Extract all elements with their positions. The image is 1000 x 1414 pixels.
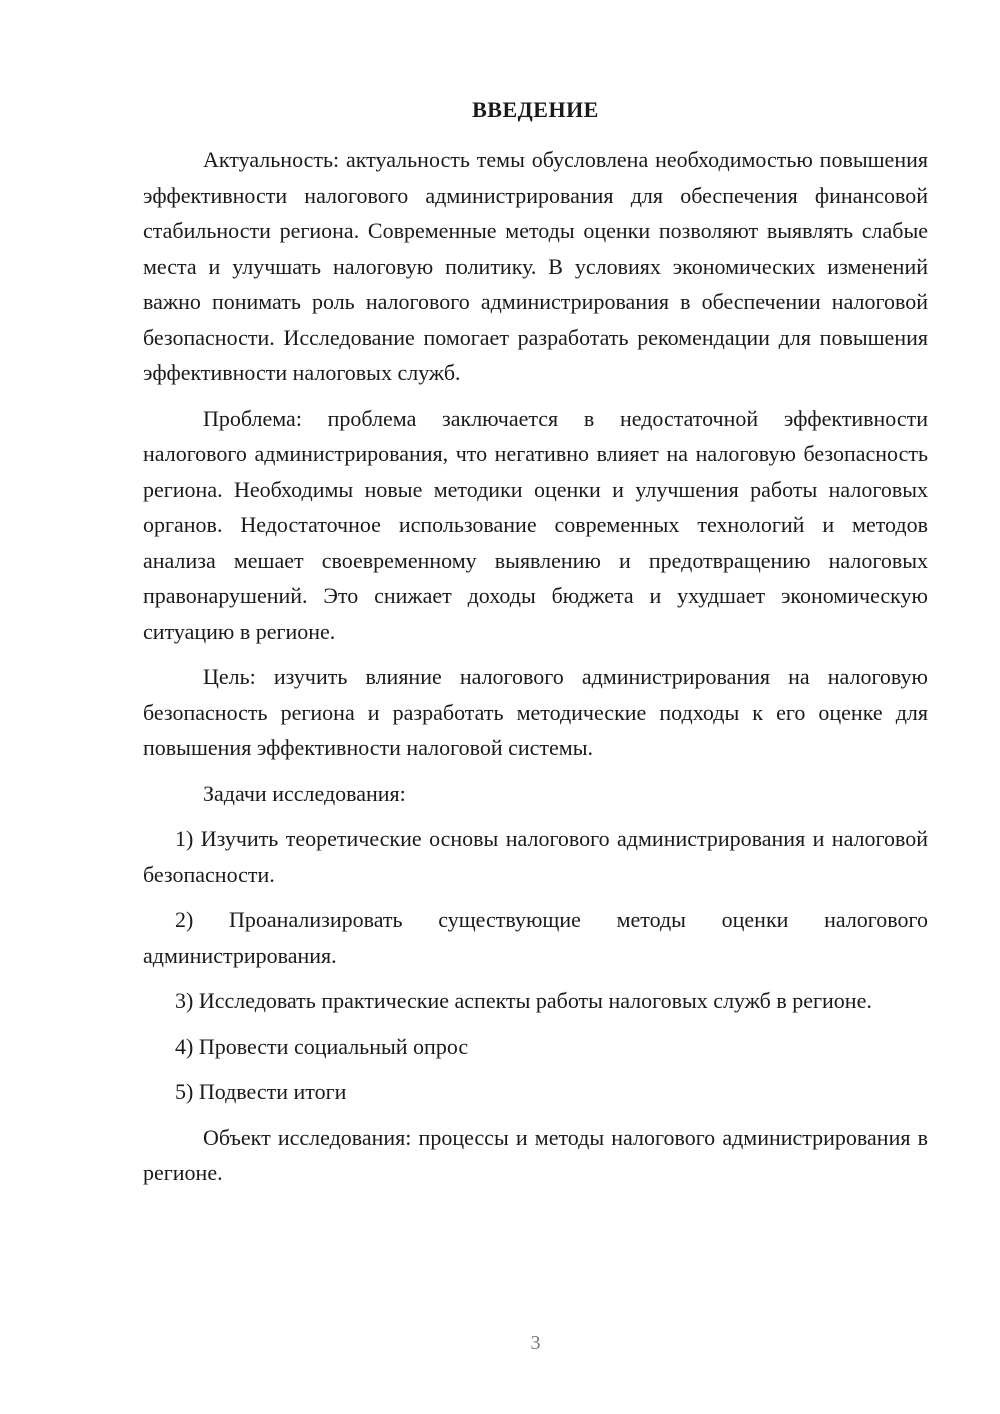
goal-paragraph: Цель: изучить влияние налогового администрирования на налоговую безопасность региона и разработать методические подходы к его оценке для повышения эффективности налоговой системы. <box>143 664 928 760</box>
task-item-3: 3) Исследовать практические аспекты работы налоговых служб в регионе. <box>175 988 872 1013</box>
section-heading: ВВЕДЕНИЕ <box>472 97 599 122</box>
problem-paragraph: Проблема: проблема заключается в недостаточной эффективности налогового администрирования, что негативно влияет на налоговую безопасность региона. Необходимы новые методики оценки и улучшения работы налоговых органов. Недостаточное использование современных технологий и методов анализа мешает своевременному выявлению и предотвращению налоговых правонарушений. Это снижает доходы бюджета и ухудшает экономическую ситуацию в регионе. <box>143 405 928 644</box>
task-item-5: 5) Подвести итоги <box>175 1079 347 1104</box>
document-body <box>143 142 928 1201</box>
task-item-1: 1) Изучить теоретические основы налогового администрирования и налоговой безопасности. <box>143 826 928 887</box>
relevance-paragraph: Актуальность: актуальность темы обусловлена необходимостью повышения эффективности налогового администрирования для обеспечения финансовой стабильности региона. Современные методы оценки позволяют выявлять слабые места и улучшать налоговую политику. В условиях экономических изменений важно понимать роль налогового администрирования в обеспечении налоговой безопасности. Исследование помогает разработать рекомендации для повышения эффективности налоговых служб. <box>143 147 928 385</box>
page-number: 3 <box>530 1332 541 1354</box>
tasks-heading: Задачи исследования: <box>203 780 406 806</box>
task-item-4: 4) Провести социальный опрос <box>175 1033 469 1059</box>
object-paragraph: Объект исследования: процессы и методы налогового администрирования в регионе. <box>143 1124 928 1185</box>
document-page <box>143 0 928 1414</box>
task-item-2: 2) Проанализировать существующие методы оценки налогового администрирования. <box>143 907 928 968</box>
